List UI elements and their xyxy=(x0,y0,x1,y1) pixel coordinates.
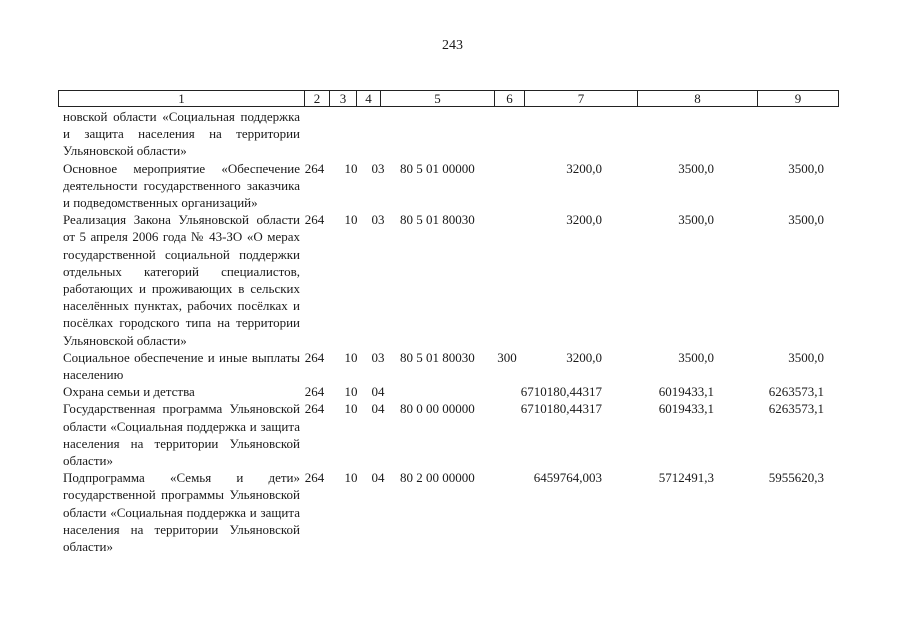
row-amount-1: 6459764,003 xyxy=(533,470,602,486)
header-col-9: 9 xyxy=(757,91,838,106)
row-amount-3: 6263573,1 xyxy=(768,401,824,417)
table-row xyxy=(0,211,905,349)
row-admin-code: 264 xyxy=(304,401,325,417)
row-name: Реализация Закона Ульяновской области от 5 апреля 2006 года № 43-ЗО «О мерах государственной социальной поддержки отдельных категорий специалистов, работающих и проживающих в сельских населённых пунктах, рабочих посёлках и посёлках городского типа на территории Ульяновской области» xyxy=(63,212,300,348)
row-subsection: 03 xyxy=(371,160,385,176)
row-target-article: 80 5 01 80030 xyxy=(400,212,475,228)
row-subsection: 03 xyxy=(371,349,385,365)
header-col-6: 6 xyxy=(494,91,524,106)
header-col-8: 8 xyxy=(637,91,757,106)
row-target-article: 80 5 01 80030 xyxy=(400,349,475,365)
row-section: 10 xyxy=(344,160,358,176)
row-amount-3: 3500,0 xyxy=(788,349,824,365)
table-row xyxy=(0,108,905,160)
row-name: Основное мероприятие «Обеспечение деятельности государственного заказчика и подведомственных организаций» xyxy=(63,160,300,211)
row-admin-code: 264 xyxy=(304,384,325,400)
row-target-article: 80 0 00 00000 xyxy=(400,401,475,417)
header-col-3: 3 xyxy=(329,91,356,106)
row-name: новской области «Социальная поддержка и защита населения на территории Ульяновской области» xyxy=(63,109,300,159)
header-col-4: 4 xyxy=(356,91,380,106)
row-admin-code: 264 xyxy=(304,160,325,176)
row-admin-code: 264 xyxy=(304,470,325,486)
row-amount-2: 6019433,1 xyxy=(658,401,714,417)
row-name: Подпрограмма «Семья и дети» государственной программы Ульяновской области «Социальная поддержка и защита населения на территории Ульяновской области» xyxy=(63,470,300,555)
row-section: 10 xyxy=(344,470,358,486)
row-section: 10 xyxy=(344,349,358,365)
table-header xyxy=(58,90,839,107)
table-row xyxy=(0,383,905,400)
row-subsection: 03 xyxy=(371,212,385,228)
header-col-7: 7 xyxy=(524,91,637,106)
row-amount-3: 5955620,3 xyxy=(768,470,824,486)
row-subsection: 04 xyxy=(371,470,385,486)
row-amount-2: 3500,0 xyxy=(678,212,714,228)
row-subsection: 04 xyxy=(371,384,385,400)
row-expense-type: 300 xyxy=(497,349,517,365)
row-name: Социальное обеспечение и иные выплаты населению xyxy=(63,349,300,383)
table-row xyxy=(0,469,905,555)
row-amount-1: 6710180,44317 xyxy=(520,401,602,417)
row-section: 10 xyxy=(344,401,358,417)
row-amount-3: 6263573,1 xyxy=(768,384,824,400)
row-target-article: 80 2 00 00000 xyxy=(400,470,475,486)
row-name: Охрана семьи и детства xyxy=(63,384,195,400)
row-amount-2: 5712491,3 xyxy=(658,470,714,486)
row-target-article: 80 5 01 00000 xyxy=(400,160,475,176)
table-body xyxy=(0,108,905,555)
row-amount-1: 3200,0 xyxy=(566,349,602,365)
row-section: 10 xyxy=(344,384,358,400)
page-number: 243 xyxy=(442,38,463,53)
row-subsection: 04 xyxy=(371,401,385,417)
row-amount-3: 3500,0 xyxy=(788,160,824,176)
header-col-1: 1 xyxy=(178,91,185,106)
row-section: 10 xyxy=(344,212,358,228)
row-name: Государственная программа Ульяновской области «Социальная поддержка и защита населения на территории Ульяновской области» xyxy=(63,401,300,469)
row-amount-2: 6019433,1 xyxy=(658,384,714,400)
row-amount-1: 3200,0 xyxy=(566,212,602,228)
row-amount-1: 3200,0 xyxy=(566,160,602,176)
table-row xyxy=(0,400,905,469)
header-col-5: 5 xyxy=(380,91,494,106)
header-col-2: 2 xyxy=(304,91,329,106)
row-amount-2: 3500,0 xyxy=(678,349,714,365)
row-admin-code: 264 xyxy=(304,212,325,228)
row-amount-3: 3500,0 xyxy=(788,212,824,228)
row-amount-1: 6710180,44317 xyxy=(520,384,602,400)
table-row xyxy=(0,160,905,212)
table-row xyxy=(0,349,905,383)
row-amount-2: 3500,0 xyxy=(678,160,714,176)
row-admin-code: 264 xyxy=(304,349,325,365)
